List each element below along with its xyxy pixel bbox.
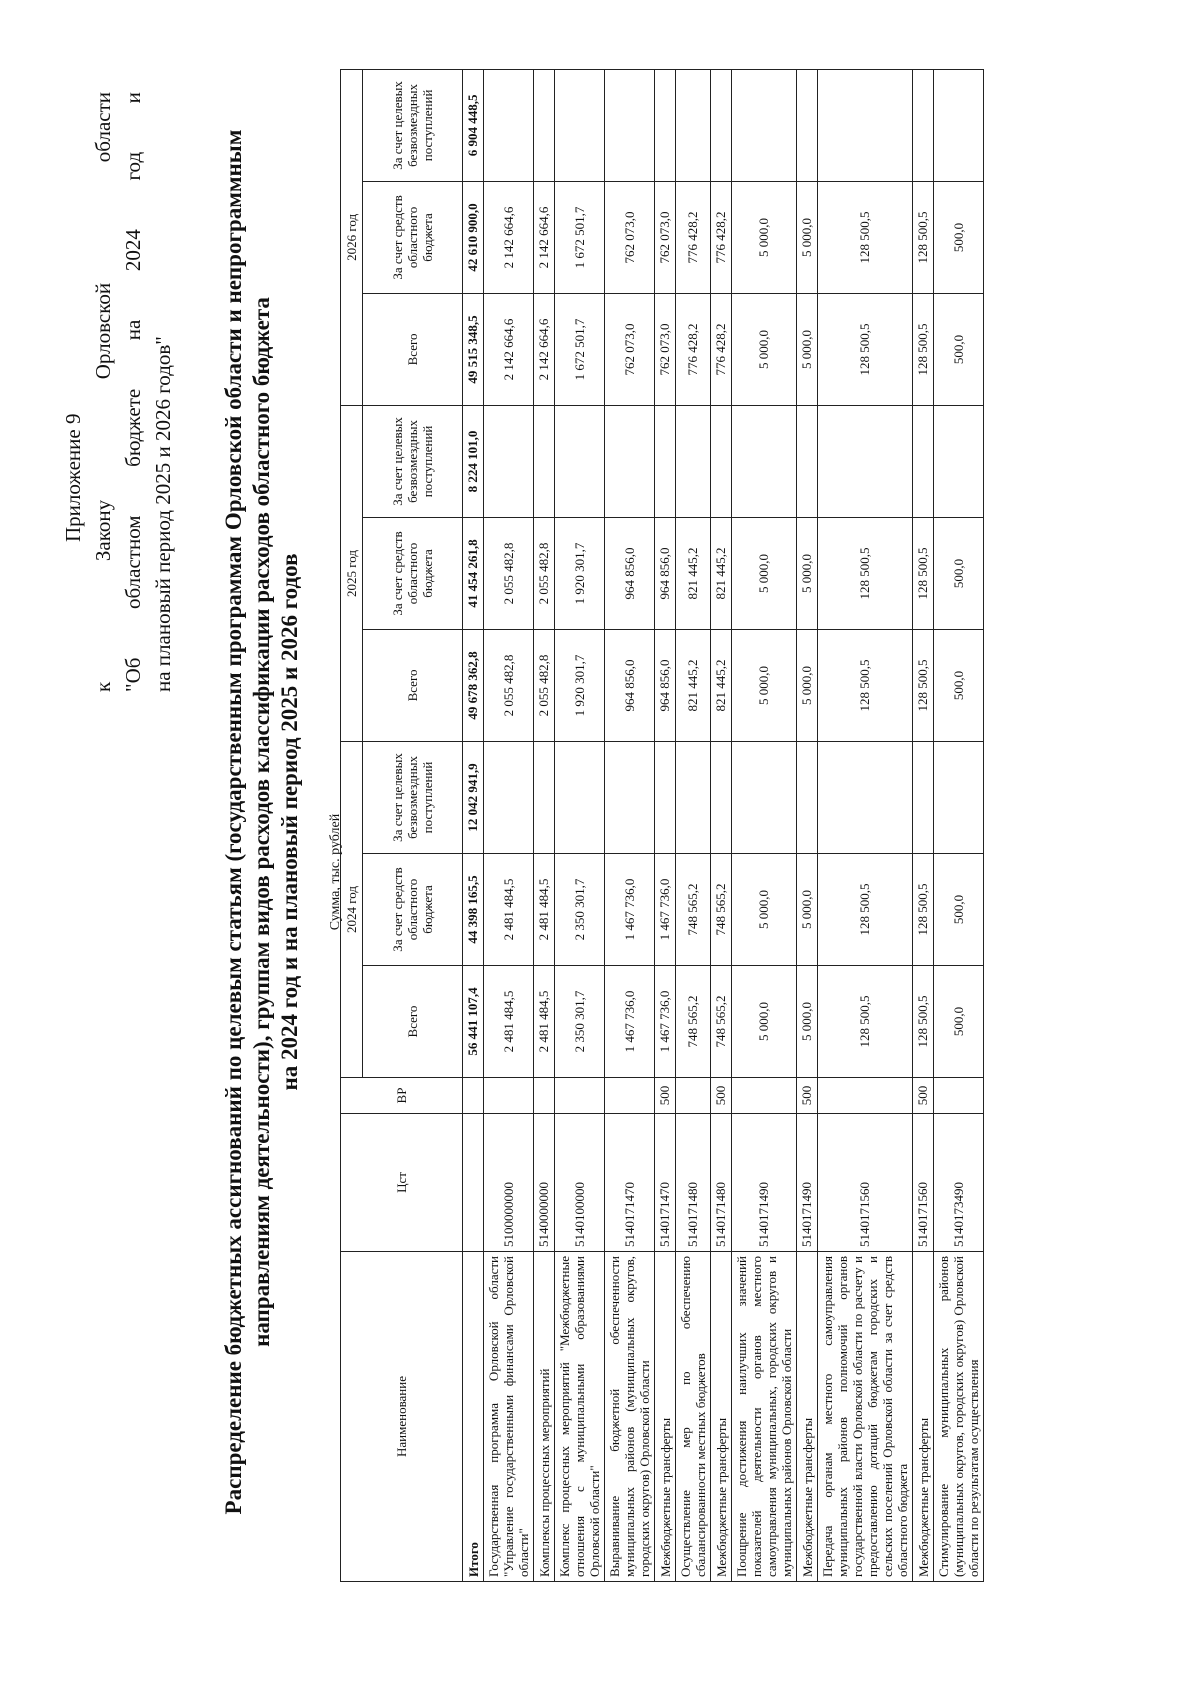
row-value: 762 073,0 — [605, 293, 655, 405]
row-value: 2 055 482,8 — [534, 517, 555, 629]
row-vr — [732, 1078, 797, 1114]
row-value: 762 073,0 — [655, 181, 676, 293]
header-regional: За счет средств областного бюджета — [363, 517, 463, 629]
appendix-title: Приложение 9 — [61, 413, 85, 542]
title-line-2: направлениям деятельности), группам видов расходов классификации расходов областного бюджета — [249, 297, 274, 1347]
row-value: 748 565,2 — [676, 854, 711, 966]
row-name: Межбюджетные трансферты — [655, 1252, 676, 1582]
row-value — [711, 405, 732, 517]
row-value: 748 565,2 — [711, 966, 732, 1078]
header-regional: За счет средств областного бюджета — [363, 854, 463, 966]
row-value: 821 445,2 — [711, 629, 732, 741]
row-value: 5 000,0 — [797, 629, 818, 741]
row-vr — [534, 1078, 555, 1114]
row-value: 5 000,0 — [732, 293, 797, 405]
row-vr — [484, 1078, 534, 1114]
row-value: 128 500,5 — [913, 966, 934, 1078]
row-value: 2 055 482,8 — [534, 629, 555, 741]
row-value — [732, 741, 797, 853]
row-value: 2 481 484,5 — [534, 854, 555, 966]
row-value: 42 610 900,0 — [463, 181, 484, 293]
row-value — [534, 405, 555, 517]
row-value: 2 142 664,6 — [484, 181, 534, 293]
row-value: 2 142 664,6 — [534, 293, 555, 405]
row-cst: 5140171490 — [732, 1114, 797, 1252]
row-value: 5 000,0 — [732, 629, 797, 741]
row-value — [555, 69, 605, 181]
budget-table — [340, 69, 984, 1582]
table-row — [913, 69, 934, 1581]
page-title — [220, 62, 304, 1582]
row-value — [934, 69, 984, 181]
row-value: 5 000,0 — [732, 181, 797, 293]
row-value: 2 055 482,8 — [484, 629, 534, 741]
row-value: 41 454 261,8 — [463, 517, 484, 629]
row-value: 128 500,5 — [818, 966, 913, 1078]
row-name: Межбюджетные трансферты — [711, 1252, 732, 1582]
row-value — [913, 741, 934, 853]
row-cst: 5140171490 — [797, 1114, 818, 1252]
row-value: 964 856,0 — [605, 517, 655, 629]
header-name: Наименование — [341, 1252, 463, 1582]
header-year-2025: 2025 год — [341, 405, 363, 741]
row-value: 500,0 — [934, 854, 984, 966]
row-value: 5 000,0 — [732, 517, 797, 629]
budget-table-body — [463, 69, 984, 1581]
row-cst: 5140100000 — [555, 1114, 605, 1252]
row-value: 5 000,0 — [797, 517, 818, 629]
table-row — [605, 69, 655, 1581]
row-value — [818, 405, 913, 517]
appendix-region: Орловской — [91, 282, 115, 380]
appendix-budget-line — [118, 92, 148, 692]
row-vr: 500 — [655, 1078, 676, 1114]
row-value: 2 481 484,5 — [484, 854, 534, 966]
row-value: 128 500,5 — [818, 629, 913, 741]
row-value — [534, 741, 555, 853]
appendix-law: Закону — [91, 499, 115, 562]
header-year-2024: 2024 год — [341, 741, 363, 1077]
row-vr — [934, 1078, 984, 1114]
row-value: 5 000,0 — [797, 966, 818, 1078]
row-value — [934, 741, 984, 853]
row-value: 1 467 736,0 — [655, 966, 676, 1078]
row-name: Передача органам местного самоуправления муниципальных районов полномочий органов государственной власти Орловской области по расчету и предоставлению дотаций бюджетам городских и сельских поселений Орловской области за счет средств областного бюджета — [818, 1252, 913, 1582]
appendix-to: к — [91, 681, 115, 692]
appendix-header — [58, 92, 178, 692]
row-value: 128 500,5 — [913, 854, 934, 966]
row-value: 500,0 — [934, 517, 984, 629]
appendix-word: 2024 — [121, 229, 145, 272]
header-targeted: За счет целевых безвозмездных поступлений — [363, 741, 463, 853]
row-value — [605, 741, 655, 853]
row-value: 2 481 484,5 — [484, 966, 534, 1078]
row-cst: 5140171480 — [676, 1114, 711, 1252]
row-vr: 500 — [913, 1078, 934, 1114]
appendix-word: на — [121, 319, 145, 341]
row-value: 762 073,0 — [605, 181, 655, 293]
header-year-2026: 2026 год — [341, 69, 363, 405]
row-value — [711, 741, 732, 853]
appendix-word: областном — [121, 515, 145, 609]
row-name: Государственная программа Орловской области "Управление государственными финансами Орловской области" — [484, 1252, 534, 1582]
table-row — [676, 69, 711, 1581]
title-line-1: Распределение бюджетных ассигнований по целевым статьям (государственным программам Орловской области и непрограммным — [221, 129, 246, 1515]
row-vr: 500 — [797, 1078, 818, 1114]
row-value — [913, 405, 934, 517]
row-name: Выравнивание бюджетной обеспеченности муниципальных районов (муниципальных округов, городских округов) Орловской области — [605, 1252, 655, 1582]
row-value: 49 515 348,5 — [463, 293, 484, 405]
row-value: 2 481 484,5 — [534, 966, 555, 1078]
appendix-law-line — [88, 92, 118, 692]
row-value: 8 224 101,0 — [463, 405, 484, 517]
appendix-word: бюджете — [121, 388, 145, 467]
header-total: Всего — [363, 293, 463, 405]
table-row — [797, 69, 818, 1581]
table-row — [484, 69, 534, 1581]
row-value — [655, 405, 676, 517]
row-name: Поощрение достижения наилучших значений показателей деятельности органов местного самоуправления муниципальных, городских округов и муниципальных районов Орловской области — [732, 1252, 797, 1582]
row-cst: 5140171560 — [818, 1114, 913, 1252]
row-value: 5 000,0 — [797, 293, 818, 405]
row-value: 56 441 107,4 — [463, 966, 484, 1078]
row-value — [913, 69, 934, 181]
units-label: Сумма, тыс. рублей — [328, 813, 343, 931]
row-value: 2 350 301,7 — [555, 854, 605, 966]
row-value: 500,0 — [934, 629, 984, 741]
row-value: 821 445,2 — [676, 517, 711, 629]
row-value — [555, 741, 605, 853]
row-value — [484, 405, 534, 517]
row-vr — [605, 1078, 655, 1114]
row-value: 2 142 664,6 — [534, 181, 555, 293]
row-value: 748 565,2 — [676, 966, 711, 1078]
row-value: 5 000,0 — [732, 966, 797, 1078]
table-row — [534, 69, 555, 1581]
appendix-word: год — [121, 151, 145, 181]
row-value: 128 500,5 — [818, 181, 913, 293]
header-total: Всего — [363, 966, 463, 1078]
header-vr: ВР — [341, 1078, 463, 1114]
row-value — [732, 405, 797, 517]
row-value: 776 428,2 — [676, 293, 711, 405]
row-value — [655, 69, 676, 181]
row-name: Комплексы процессных мероприятий — [534, 1252, 555, 1582]
header-total: Всего — [363, 629, 463, 741]
row-name: Стимулирование муниципальных районов (муниципальных округов, городских округов) Орловской области по результатам осуществления — [934, 1252, 984, 1582]
row-value: 44 398 165,5 — [463, 854, 484, 966]
row-value: 2 055 482,8 — [484, 517, 534, 629]
row-name: Итого — [463, 1252, 484, 1582]
row-value: 1 672 501,7 — [555, 293, 605, 405]
row-cst: 5140171560 — [913, 1114, 934, 1252]
row-name: Комплекс процессных мероприятий "Межбюджетные отношения с муниципальными образованиями Орловской области" — [555, 1252, 605, 1582]
appendix-word: и — [121, 92, 145, 104]
row-value: 128 500,5 — [818, 517, 913, 629]
row-value: 762 073,0 — [655, 293, 676, 405]
header-targeted: За счет целевых безвозмездных поступлений — [363, 405, 463, 517]
row-vr: 500 — [711, 1078, 732, 1114]
row-value: 128 500,5 — [913, 517, 934, 629]
row-value: 748 565,2 — [711, 854, 732, 966]
row-cst — [463, 1114, 484, 1252]
row-value: 5 000,0 — [797, 181, 818, 293]
row-value — [934, 405, 984, 517]
row-cst: 5140171470 — [605, 1114, 655, 1252]
row-value — [818, 69, 913, 181]
row-value: 5 000,0 — [732, 854, 797, 966]
row-value: 128 500,5 — [913, 293, 934, 405]
row-cst: 5100000000 — [484, 1114, 534, 1252]
row-value — [797, 741, 818, 853]
row-value: 128 500,5 — [818, 854, 913, 966]
row-cst: 5140173490 — [934, 1114, 984, 1252]
row-name: Межбюджетные трансферты — [797, 1252, 818, 1582]
row-value: 964 856,0 — [655, 629, 676, 741]
row-value: 1 467 736,0 — [655, 854, 676, 966]
row-value: 128 500,5 — [913, 629, 934, 741]
table-row — [655, 69, 676, 1581]
row-vr — [555, 1078, 605, 1114]
row-value: 2 142 664,6 — [484, 293, 534, 405]
appendix-quote-ob: "Об — [121, 657, 145, 692]
row-vr — [463, 1078, 484, 1114]
row-cst: 5140000000 — [534, 1114, 555, 1252]
row-value: 821 445,2 — [676, 629, 711, 741]
row-value: 6 904 448,5 — [463, 69, 484, 181]
row-value — [732, 69, 797, 181]
row-value: 500,0 — [934, 293, 984, 405]
row-value — [655, 741, 676, 853]
appendix-oblast: области — [91, 92, 115, 163]
row-vr — [818, 1078, 913, 1114]
header-regional: За счет средств областного бюджета — [363, 181, 463, 293]
row-value: 821 445,2 — [711, 517, 732, 629]
row-value: 1 920 301,7 — [555, 629, 605, 741]
row-value — [797, 405, 818, 517]
table-row — [934, 69, 984, 1581]
row-value — [818, 741, 913, 853]
row-value: 1 467 736,0 — [605, 966, 655, 1078]
header-targeted: За счет целевых безвозмездных поступлений — [363, 69, 463, 181]
row-value — [555, 405, 605, 517]
row-value: 12 042 941,9 — [463, 741, 484, 853]
appendix-period: на плановый период 2025 и 2026 годов" — [151, 336, 175, 692]
row-name: Осуществление мер по обеспечению сбалансированности местных бюджетов — [676, 1252, 711, 1582]
row-value: 776 428,2 — [676, 181, 711, 293]
row-value — [484, 741, 534, 853]
row-value: 776 428,2 — [711, 293, 732, 405]
row-value: 1 467 736,0 — [605, 854, 655, 966]
row-cst: 5140171470 — [655, 1114, 676, 1252]
table-row — [711, 69, 732, 1581]
row-value: 49 678 362,8 — [463, 629, 484, 741]
row-value — [605, 405, 655, 517]
table-row — [555, 69, 605, 1581]
row-value — [534, 69, 555, 181]
header-cst: Цст — [341, 1114, 463, 1252]
row-cst: 5140171480 — [711, 1114, 732, 1252]
row-value: 500,0 — [934, 181, 984, 293]
row-value — [711, 69, 732, 181]
row-value — [484, 69, 534, 181]
row-value: 776 428,2 — [711, 181, 732, 293]
row-value: 2 350 301,7 — [555, 966, 605, 1078]
row-value: 5 000,0 — [797, 854, 818, 966]
row-value: 964 856,0 — [605, 629, 655, 741]
row-value: 128 500,5 — [818, 293, 913, 405]
row-value — [605, 69, 655, 181]
table-row — [463, 69, 484, 1581]
row-name: Межбюджетные трансферты — [913, 1252, 934, 1582]
table-row — [818, 69, 913, 1581]
row-value — [676, 741, 711, 853]
table-row — [732, 69, 797, 1581]
row-value: 128 500,5 — [913, 181, 934, 293]
row-value: 500,0 — [934, 966, 984, 1078]
row-value — [797, 69, 818, 181]
row-value: 964 856,0 — [655, 517, 676, 629]
row-value — [676, 69, 711, 181]
row-value: 1 672 501,7 — [555, 181, 605, 293]
row-value — [676, 405, 711, 517]
row-value: 1 920 301,7 — [555, 517, 605, 629]
row-vr — [676, 1078, 711, 1114]
title-line-3: на 2024 год и на плановый период 2025 и 2026 годов — [277, 553, 302, 1091]
